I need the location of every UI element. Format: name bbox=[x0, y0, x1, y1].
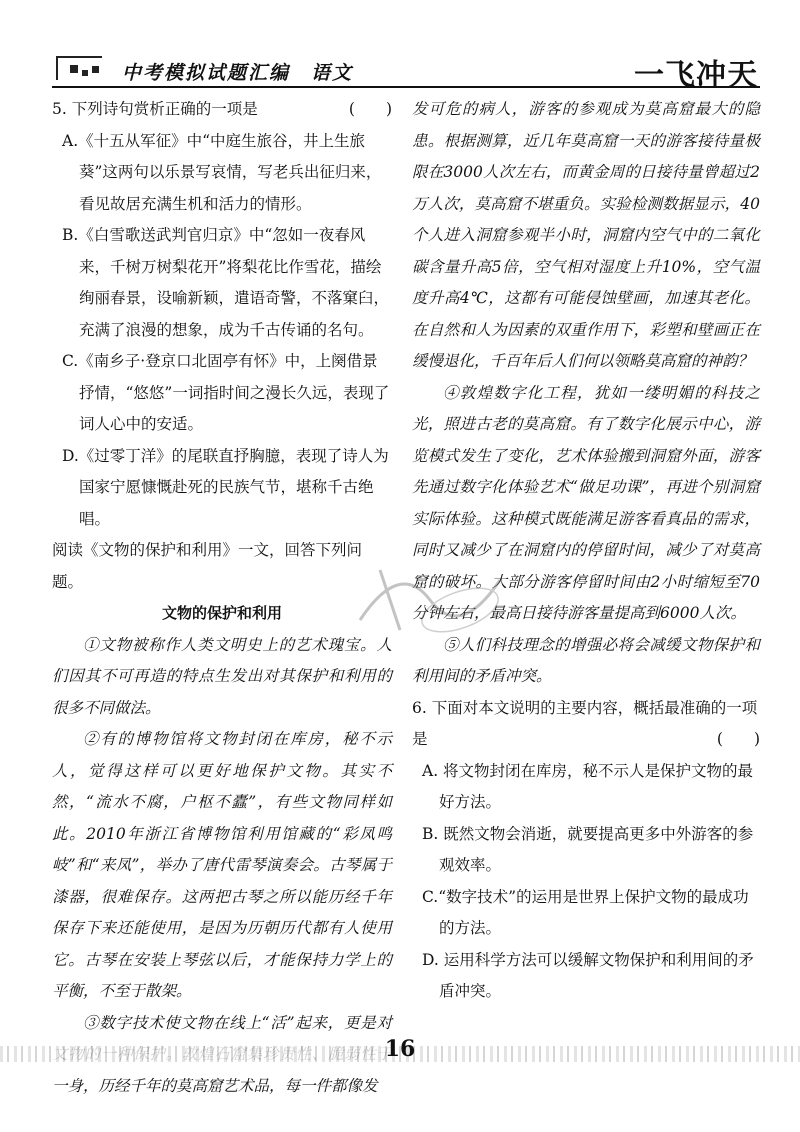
question-stem bbox=[52, 94, 392, 126]
article-title: 文物的保护和利用 bbox=[161, 604, 282, 622]
question-5 bbox=[52, 94, 392, 535]
option-c: C.《南乡子·登京口北固亭有怀》中，上阕借景抒情，“悠悠”一词指时间之漫长久远，表现了词人心中的安适。 bbox=[62, 352, 390, 433]
article-paragraph-4: ④敦煌数字化工程，犹如一缕明媚的科技之光，照进古老的莫高窟。有了数字化展示中心，游览模式发生了变化，艺术体验搬到洞窟外面，游客先通过数字化体验艺术“做足功课”，再进个别洞窟实际体验。这种模式既能满足游客看真品的需求，同时又减少了在洞窟内的停留时间，减少了对莫高窟的破坏。大部分游客停留时间由2小时缩短至70分钟左右，最高日接待游客量提高到6000人次。 bbox=[412, 383, 760, 622]
series-logo bbox=[56, 56, 102, 80]
article-paragraph-1: ①文物被称作人类文明史上的艺术瑰宝。人们因其不可再造的特点生发出对其保护和利用的很多不同做法。 bbox=[52, 635, 392, 717]
article-paragraph-3-continued: 发可危的病人，游客的参观成为莫高窟最大的隐患。根据测算，近几年莫高窟一天的游客接待量极限在3000人次左右，而黄金周的日接待量曾超过2万人次，莫高窟不堪重负。实验检测数据显示，40个人进入洞窟参观半小时，洞窟内空气中的二氧化碳含量升高5倍，空气相对湿度上升10%，空气温度升高4℃，这都有可能侵蚀壁画，加速其老化。在自然和人为因素的双重作用下，彩塑和壁画正在缓慢退化，千百年后人们何以领略莫高窟的神韵？ bbox=[412, 100, 760, 370]
option-d: D.《过零丁洋》的尾联直抒胸臆，表现了诗人为国家宁愿慷慨赴死的民族气节，堪称千古绝唱。 bbox=[62, 446, 389, 528]
answer-blank: ( ) bbox=[348, 100, 392, 118]
question-5-stem: 5. 下列诗句赏析正确的一项是 bbox=[52, 100, 258, 118]
option-d: D. 运用科学方法可以缓解文物保护和利用间的矛盾冲突。 bbox=[422, 950, 754, 1000]
option-b: B.《白雪歌送武判官归京》中“忽如一夜春风来，千树万树梨花开”将梨花比作雪花，描绘绚丽春景，设喻新颖，遣语奇警，不落窠臼，充满了浪漫的想象，成为千古传诵的名句。 bbox=[62, 226, 390, 339]
option-c: C.“数字技术”的运用是世界上保护文物的最成功的方法。 bbox=[422, 887, 749, 937]
article-paragraph-5: ⑤人们科技理念的增强必将会减缓文物保护和利用间的矛盾冲突。 bbox=[412, 635, 760, 685]
question-6 bbox=[412, 693, 760, 1008]
answer-blank: ( ) bbox=[716, 730, 760, 748]
page-header bbox=[52, 48, 760, 93]
option-b: B. 既然文物会消逝，就要提高更多中外游客的参观效率。 bbox=[422, 824, 754, 874]
header-title: 中考模拟试题汇编 语文 bbox=[122, 62, 354, 84]
reading-prompt: 阅读《文物的保护和利用》一文，回答下列问题。 bbox=[52, 541, 363, 591]
option-a: A. 将文物封闭在库房，秘不示人是保护文物的最好方法。 bbox=[422, 761, 754, 811]
watermark-stamp bbox=[340, 540, 510, 650]
article-paragraph-2: ②有的博物馆将文物封闭在库房，秘不示人，觉得这样可以更好地保护文物。其实不然，“流水不腐，户枢不蠹”，有些文物同样如此。2010年浙江省博物馆利用馆藏的“彩凤鸣岐”和“来凤”，举办了唐代雷琴演奏会。古琴属于漆器，很难保存。这两把古琴之所以能历经千年保存下来还能使用，是因为历朝历代都有人使用它。古琴在安装上琴弦以后，才能保持力学上的平衡，不至于散架。 bbox=[52, 730, 392, 1000]
question-stem bbox=[412, 693, 760, 756]
brand-logo: 一飞冲天 bbox=[634, 58, 758, 93]
article-paragraph-3: ③数字技术使文物在线上“活”起来，更是对 一身，历经千年的莫高窟艺术品，每一件都像发 bbox=[52, 1013, 392, 1095]
option-a: A.《十五从军征》中“中庭生旅谷，井上生旅葵”这两句以乐景写哀情，写老兵出征归来，看见故居充满生机和活力的情形。 bbox=[62, 131, 382, 213]
question-6-stem: 6. 下面对本文说明的主要内容，概括最准确的一项是 bbox=[412, 698, 758, 748]
page-number: 16 bbox=[384, 1036, 416, 1062]
